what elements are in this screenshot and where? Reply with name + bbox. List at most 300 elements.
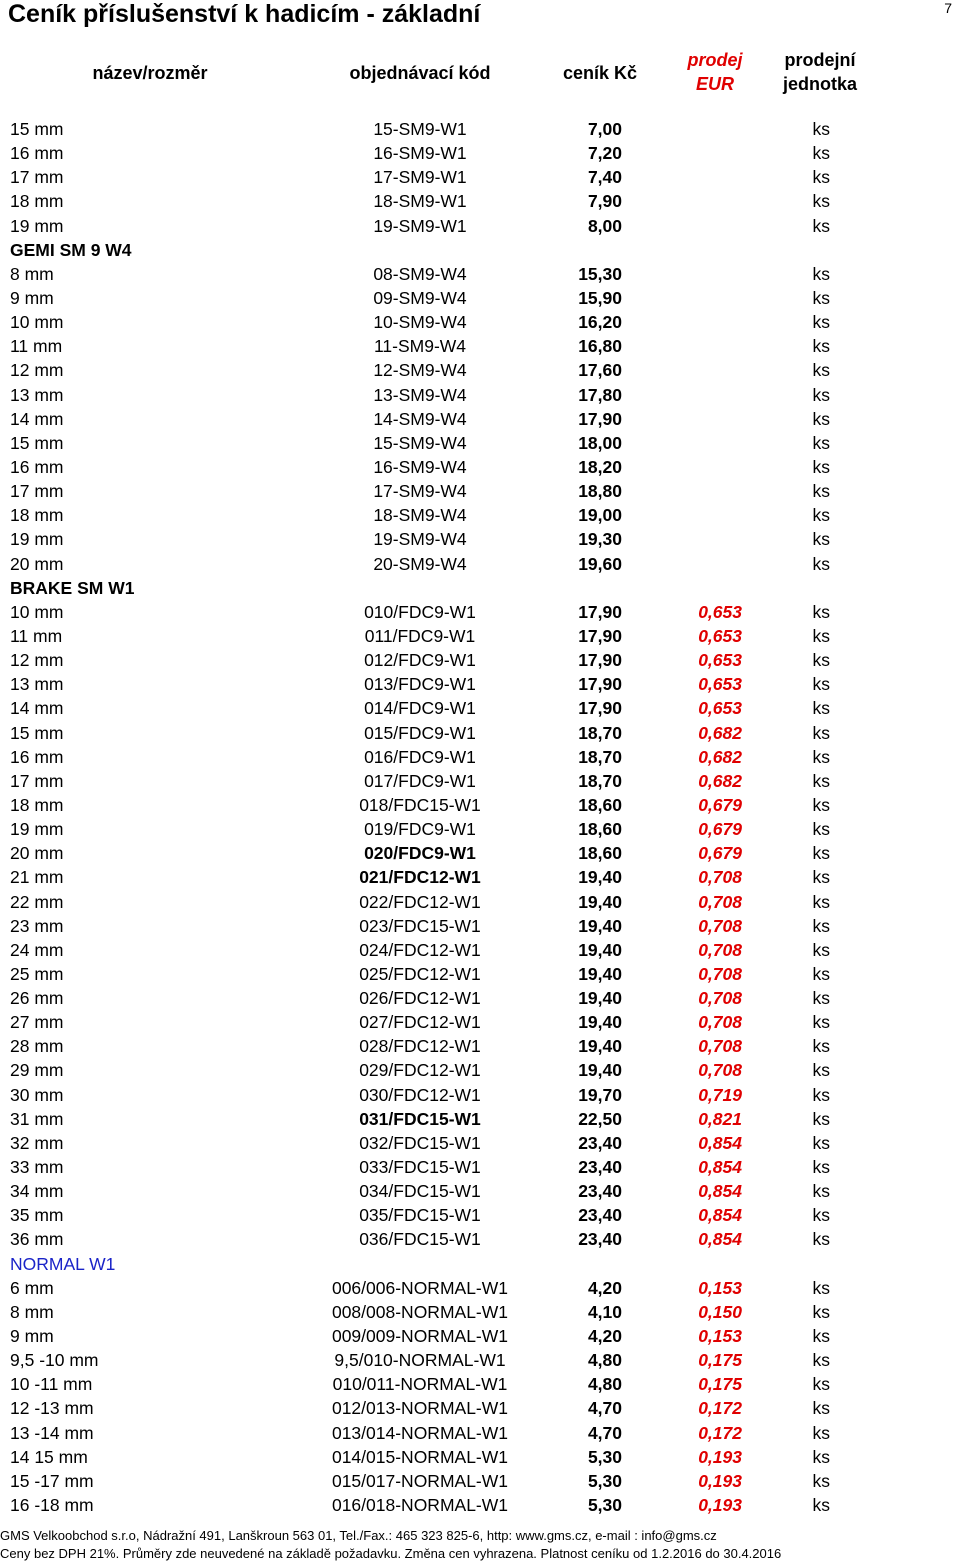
table-row [0, 745, 960, 769]
cell-name: 22 mm [10, 891, 64, 912]
cell-price-eur: 0,153 [698, 1277, 742, 1298]
cell-price-czk: 5,30 [587, 1470, 622, 1491]
cell-price-czk: 18,80 [578, 481, 622, 502]
table-row [0, 986, 960, 1010]
table-row [0, 165, 960, 189]
cell-code: 20-SM9-W4 [373, 553, 467, 574]
cell-name: 18 mm [10, 794, 64, 815]
cell-name: 33 mm [10, 1157, 64, 1178]
cell-price-czk: 19,70 [578, 1084, 622, 1105]
cell-price-czk: 19,40 [578, 1060, 622, 1081]
cell-unit: ks [812, 1084, 830, 1105]
cell-code: 008/008-NORMAL-W1 [331, 1301, 509, 1322]
cell-code: 013/014-NORMAL-W1 [331, 1422, 509, 1443]
column-header-unit-line1: prodejní [784, 50, 856, 70]
cell-name: 10 -11 mm [10, 1374, 93, 1395]
cell-unit: ks [812, 746, 830, 767]
table-row [0, 117, 960, 141]
cell-unit: ks [812, 1157, 830, 1178]
table-row [0, 189, 960, 213]
cell-name: 26 mm [10, 988, 64, 1009]
cell-code: 010/FDC9-W1 [364, 601, 476, 622]
column-header-code: objednávací kód [349, 63, 491, 83]
column-header-eur-line2: EUR [695, 74, 734, 94]
cell-code: 19-SM9-W1 [373, 215, 467, 236]
cell-price-czk: 19,40 [578, 915, 622, 936]
cell-price-czk: 19,30 [578, 529, 622, 550]
cell-price-eur: 0,854 [698, 1205, 742, 1226]
footer-contact: GMS Velkoobchod s.r.o, Nádražní 491, Lanškroun 563 01, Tel./Fax.: 465 323 825-6, http: www.gms.cz, e-mail : info@gms.cz [0, 1528, 717, 1543]
cell-code: 024/FDC12-W1 [359, 939, 481, 960]
cell-price-eur: 0,653 [698, 674, 742, 695]
cell-unit: ks [812, 601, 830, 622]
cell-price-czk: 23,40 [578, 1181, 622, 1202]
cell-name: 6 mm [10, 1277, 54, 1298]
cell-price-czk: 19,40 [578, 1012, 622, 1033]
cell-price-czk: 18,60 [578, 843, 622, 864]
cell-price-czk: 17,90 [578, 650, 622, 671]
cell-price-eur: 0,193 [698, 1495, 742, 1516]
cell-price-czk: 17,90 [578, 408, 622, 429]
cell-unit: ks [812, 432, 830, 453]
table-row [0, 262, 960, 286]
table-row [0, 310, 960, 334]
cell-price-eur: 0,172 [698, 1398, 742, 1419]
column-header-name: název/rozměr [92, 63, 208, 83]
cell-price-eur: 0,708 [698, 867, 742, 888]
cell-price-czk: 19,40 [578, 867, 622, 888]
cell-price-czk: 18,00 [578, 432, 622, 453]
cell-code: 09-SM9-W4 [373, 287, 467, 308]
cell-unit: ks [812, 1108, 830, 1129]
cell-price-eur: 0,653 [698, 601, 742, 622]
cell-unit: ks [812, 867, 830, 888]
cell-price-czk: 17,90 [578, 601, 622, 622]
cell-name: 16 mm [10, 143, 64, 164]
cell-price-czk: 18,20 [578, 456, 622, 477]
cell-price-czk: 18,70 [578, 770, 622, 791]
cell-code: 021/FDC12-W1 [359, 867, 481, 888]
cell-code: 027/FDC12-W1 [359, 1012, 481, 1033]
cell-price-eur: 0,708 [698, 988, 742, 1009]
price-table [0, 117, 960, 1517]
table-row [0, 914, 960, 938]
cell-price-czk: 8,00 [587, 215, 622, 236]
table-row [0, 1010, 960, 1034]
cell-unit: ks [812, 915, 830, 936]
cell-price-eur: 0,193 [698, 1446, 742, 1467]
cell-price-eur: 0,708 [698, 939, 742, 960]
cell-unit: ks [812, 408, 830, 429]
table-row [0, 769, 960, 793]
cell-code: 011/FDC9-W1 [364, 625, 476, 646]
footer-note: Ceny bez DPH 21%. Průměry zde neuvedené na základě požadavku. Změna cen vyhrazena. Platnost ceníku od 1.2.2016 do 30.4.2016 [0, 1546, 782, 1561]
cell-price-czk: 18,60 [578, 819, 622, 840]
cell-price-czk: 5,30 [587, 1446, 622, 1467]
cell-unit: ks [812, 1060, 830, 1081]
cell-code: 017/FDC9-W1 [364, 770, 476, 791]
cell-code: 022/FDC12-W1 [359, 891, 481, 912]
section-header-row [0, 1252, 960, 1276]
table-row [0, 1034, 960, 1058]
cell-unit: ks [812, 167, 830, 188]
cell-code: 016/018-NORMAL-W1 [331, 1495, 509, 1516]
cell-price-czk: 16,80 [578, 336, 622, 357]
cell-price-czk: 15,90 [578, 287, 622, 308]
cell-price-eur: 0,708 [698, 963, 742, 984]
cell-unit: ks [812, 963, 830, 984]
cell-code: 012/013-NORMAL-W1 [331, 1398, 509, 1419]
cell-price-czk: 23,40 [578, 1157, 622, 1178]
cell-unit: ks [812, 1422, 830, 1443]
cell-unit: ks [812, 650, 830, 671]
cell-price-czk: 22,50 [578, 1108, 622, 1129]
cell-name: 12 mm [10, 650, 64, 671]
cell-unit: ks [812, 1301, 830, 1322]
cell-price-czk: 4,10 [587, 1301, 622, 1322]
cell-name: 35 mm [10, 1205, 64, 1226]
table-row [0, 214, 960, 238]
cell-unit: ks [812, 1398, 830, 1419]
table-row [0, 865, 960, 889]
cell-name: 16 -18 mm [10, 1495, 94, 1516]
cell-price-czk: 7,20 [587, 143, 622, 164]
cell-name: 16 mm [10, 746, 64, 767]
cell-code: 18-SM9-W4 [373, 505, 467, 526]
cell-price-eur: 0,679 [698, 843, 742, 864]
cell-price-eur: 0,708 [698, 1012, 742, 1033]
cell-price-czk: 19,60 [578, 553, 622, 574]
cell-name: 12 mm [10, 360, 64, 381]
table-row [0, 890, 960, 914]
cell-name: 27 mm [10, 1012, 64, 1033]
cell-code: 031/FDC15-W1 [359, 1108, 481, 1129]
cell-price-czk: 17,60 [578, 360, 622, 381]
cell-name: 29 mm [10, 1060, 64, 1081]
cell-unit: ks [812, 1205, 830, 1226]
cell-code: 013/FDC9-W1 [364, 674, 476, 695]
cell-name: 15 mm [10, 432, 64, 453]
cell-name: 24 mm [10, 939, 64, 960]
table-row [0, 1372, 960, 1396]
cell-unit: ks [812, 505, 830, 526]
cell-unit: ks [812, 1277, 830, 1298]
cell-unit: ks [812, 1326, 830, 1347]
cell-name: 19 mm [10, 215, 64, 236]
cell-unit: ks [812, 1446, 830, 1467]
cell-price-czk: 23,40 [578, 1229, 622, 1250]
cell-unit: ks [812, 794, 830, 815]
cell-price-czk: 17,80 [578, 384, 622, 405]
cell-name: 32 mm [10, 1132, 64, 1153]
cell-price-eur: 0,172 [698, 1422, 742, 1443]
cell-price-eur: 0,708 [698, 891, 742, 912]
cell-code: 023/FDC15-W1 [359, 915, 481, 936]
cell-unit: ks [812, 481, 830, 502]
cell-name: 17 mm [10, 167, 64, 188]
cell-code: 020/FDC9-W1 [364, 843, 476, 864]
cell-price-czk: 23,40 [578, 1205, 622, 1226]
cell-price-eur: 0,708 [698, 1036, 742, 1057]
table-row [0, 1324, 960, 1348]
cell-price-eur: 0,854 [698, 1132, 742, 1153]
cell-name: 19 mm [10, 819, 64, 840]
cell-code: 19-SM9-W4 [373, 529, 467, 550]
table-row [0, 624, 960, 648]
cell-price-czk: 17,90 [578, 625, 622, 646]
table-row [0, 286, 960, 310]
cell-code: 016/FDC9-W1 [364, 746, 476, 767]
cell-code: 033/FDC15-W1 [359, 1157, 481, 1178]
cell-unit: ks [812, 287, 830, 308]
cell-name: 15 mm [10, 119, 64, 139]
cell-code: 014/015-NORMAL-W1 [331, 1446, 509, 1467]
cell-price-eur: 0,682 [698, 746, 742, 767]
cell-unit: ks [812, 891, 830, 912]
table-row [0, 1421, 960, 1445]
column-header-price: ceník Kč [562, 63, 638, 83]
cell-price-czk: 4,70 [587, 1422, 622, 1443]
cell-code: 032/FDC15-W1 [359, 1132, 481, 1153]
cell-code: 036/FDC15-W1 [359, 1229, 481, 1250]
table-row [0, 793, 960, 817]
cell-unit: ks [812, 1350, 830, 1371]
cell-code: 12-SM9-W4 [373, 360, 467, 381]
cell-unit: ks [812, 312, 830, 333]
cell-price-eur: 0,821 [698, 1108, 742, 1129]
cell-name: 18 mm [10, 505, 64, 526]
table-row [0, 1131, 960, 1155]
cell-price-czk: 19,40 [578, 939, 622, 960]
cell-unit: ks [812, 215, 830, 236]
table-row [0, 938, 960, 962]
cell-unit: ks [812, 360, 830, 381]
cell-price-czk: 4,80 [587, 1350, 622, 1371]
cell-price-czk: 15,30 [578, 263, 622, 284]
cell-price-czk: 7,40 [587, 167, 622, 188]
cell-price-eur: 0,679 [698, 819, 742, 840]
cell-price-eur: 0,653 [698, 625, 742, 646]
table-row [0, 455, 960, 479]
cell-code: 17-SM9-W4 [373, 481, 467, 502]
cell-name: 17 mm [10, 770, 64, 791]
page-title: Ceník příslušenství k hadicím - základní [8, 0, 481, 28]
cell-unit: ks [812, 722, 830, 743]
table-row [0, 1276, 960, 1300]
cell-unit: ks [812, 384, 830, 405]
table-row [0, 358, 960, 382]
table-row [0, 817, 960, 841]
cell-price-czk: 19,40 [578, 891, 622, 912]
cell-code: 015/FDC9-W1 [364, 722, 476, 743]
cell-unit: ks [812, 1181, 830, 1202]
cell-name: 10 mm [10, 601, 64, 622]
cell-unit: ks [812, 553, 830, 574]
table-row [0, 648, 960, 672]
cell-name: 25 mm [10, 963, 64, 984]
cell-price-czk: 18,70 [578, 722, 622, 743]
table-row [0, 1203, 960, 1227]
cell-code: 019/FDC9-W1 [364, 819, 476, 840]
cell-price-czk: 4,80 [587, 1374, 622, 1395]
table-row [0, 479, 960, 503]
cell-code: 08-SM9-W4 [373, 263, 467, 284]
cell-price-czk: 16,20 [578, 312, 622, 333]
cell-price-czk: 18,70 [578, 746, 622, 767]
cell-name: 9 mm [10, 1326, 54, 1347]
cell-price-czk: 17,90 [578, 698, 622, 719]
table-row [0, 141, 960, 165]
cell-name: 13 mm [10, 384, 64, 405]
cell-name: 13 -14 mm [10, 1422, 94, 1443]
table-row [0, 962, 960, 986]
section-title: BRAKE SM W1 [10, 577, 135, 598]
section-title: GEMI SM 9 W4 [10, 239, 132, 260]
cell-name: 36 mm [10, 1229, 64, 1250]
cell-name: 15 mm [10, 722, 64, 743]
cell-unit: ks [812, 770, 830, 791]
cell-unit: ks [812, 1229, 830, 1250]
cell-code: 11-SM9-W4 [373, 336, 467, 357]
cell-price-czk: 17,90 [578, 674, 622, 695]
cell-price-czk: 18,60 [578, 794, 622, 815]
cell-name: 34 mm [10, 1181, 64, 1202]
cell-name: 8 mm [10, 263, 54, 284]
section-header-row [0, 238, 960, 262]
cell-code: 030/FDC12-W1 [359, 1084, 481, 1105]
cell-unit: ks [812, 1036, 830, 1057]
table-row [0, 1348, 960, 1372]
cell-name: 11 mm [10, 625, 63, 646]
cell-name: 14 mm [10, 408, 64, 429]
cell-code: 17-SM9-W1 [373, 167, 467, 188]
cell-name: 23 mm [10, 915, 64, 936]
column-header-eur-line1: prodej [687, 50, 743, 70]
table-row [0, 1179, 960, 1203]
cell-price-czk: 7,90 [587, 191, 622, 212]
cell-name: 10 mm [10, 312, 64, 333]
cell-name: 19 mm [10, 529, 64, 550]
table-row [0, 527, 960, 551]
cell-unit: ks [812, 939, 830, 960]
cell-price-eur: 0,682 [698, 770, 742, 791]
cell-name: 30 mm [10, 1084, 64, 1105]
cell-price-czk: 19,40 [578, 963, 622, 984]
cell-name: 9,5 -10 mm [10, 1350, 99, 1371]
cell-code: 010/011-NORMAL-W1 [332, 1374, 508, 1395]
cell-unit: ks [812, 191, 830, 212]
cell-code: 025/FDC12-W1 [359, 963, 481, 984]
cell-price-eur: 0,719 [698, 1084, 742, 1105]
cell-code: 18-SM9-W1 [373, 191, 467, 212]
cell-name: 18 mm [10, 191, 64, 212]
cell-unit: ks [812, 1132, 830, 1153]
cell-price-eur: 0,653 [698, 650, 742, 671]
cell-code: 15-SM9-W1 [373, 119, 467, 139]
cell-name: 21 mm [10, 867, 64, 888]
cell-unit: ks [812, 336, 830, 357]
cell-price-eur: 0,682 [698, 722, 742, 743]
cell-price-eur: 0,854 [698, 1181, 742, 1202]
cell-price-eur: 0,653 [698, 698, 742, 719]
cell-price-czk: 4,70 [587, 1398, 622, 1419]
cell-code: 16-SM9-W4 [373, 456, 467, 477]
cell-price-czk: 19,40 [578, 988, 622, 1009]
cell-price-eur: 0,679 [698, 794, 742, 815]
table-row [0, 1058, 960, 1082]
cell-price-eur: 0,150 [698, 1301, 742, 1322]
cell-unit: ks [812, 1495, 830, 1516]
table-row [0, 1227, 960, 1251]
cell-code: 16-SM9-W1 [373, 143, 467, 164]
cell-unit: ks [812, 1012, 830, 1033]
cell-unit: ks [812, 456, 830, 477]
cell-unit: ks [812, 529, 830, 550]
table-row [0, 552, 960, 576]
table-row [0, 1396, 960, 1420]
cell-code: 018/FDC15-W1 [359, 794, 481, 815]
table-row [0, 503, 960, 527]
cell-unit: ks [812, 263, 830, 284]
cell-name: 28 mm [10, 1036, 64, 1057]
cell-code: 014/FDC9-W1 [364, 698, 476, 719]
cell-name: 9 mm [10, 287, 54, 308]
cell-unit: ks [812, 674, 830, 695]
cell-name: 31 mm [10, 1108, 64, 1129]
section-title: NORMAL W1 [10, 1253, 116, 1274]
cell-unit: ks [812, 843, 830, 864]
cell-price-eur: 0,708 [698, 915, 742, 936]
cell-name: 16 mm [10, 456, 64, 477]
cell-name: 12 -13 mm [10, 1398, 94, 1419]
table-row [0, 1493, 960, 1517]
cell-price-eur: 0,153 [698, 1326, 742, 1347]
cell-unit: ks [812, 1374, 830, 1395]
cell-price-eur: 0,854 [698, 1157, 742, 1178]
cell-price-eur: 0,854 [698, 1229, 742, 1250]
table-row [0, 1469, 960, 1493]
table-row [0, 672, 960, 696]
section-header-row [0, 576, 960, 600]
cell-unit: ks [812, 819, 830, 840]
table-row [0, 841, 960, 865]
table-row [0, 334, 960, 358]
cell-price-eur: 0,193 [698, 1470, 742, 1491]
page-number: 7 [944, 0, 952, 16]
table-row [0, 1445, 960, 1469]
cell-code: 029/FDC12-W1 [359, 1060, 481, 1081]
cell-name: 11 mm [10, 336, 63, 357]
table-row [0, 407, 960, 431]
cell-code: 035/FDC15-W1 [359, 1205, 481, 1226]
cell-name: 15 -17 mm [10, 1470, 94, 1491]
cell-name: 14 15 mm [10, 1446, 88, 1467]
cell-unit: ks [812, 119, 830, 139]
cell-code: 10-SM9-W4 [373, 312, 467, 333]
table-row [0, 721, 960, 745]
cell-name: 20 mm [10, 553, 64, 574]
table-row [0, 696, 960, 720]
column-header-eur [665, 48, 765, 96]
table-row [0, 1300, 960, 1324]
cell-price-czk: 19,00 [578, 505, 622, 526]
table-row [0, 1107, 960, 1131]
cell-price-czk: 7,00 [587, 119, 622, 139]
cell-unit: ks [812, 625, 830, 646]
cell-price-czk: 4,20 [587, 1326, 622, 1347]
cell-price-eur: 0,708 [698, 1060, 742, 1081]
cell-price-czk: 23,40 [578, 1132, 622, 1153]
